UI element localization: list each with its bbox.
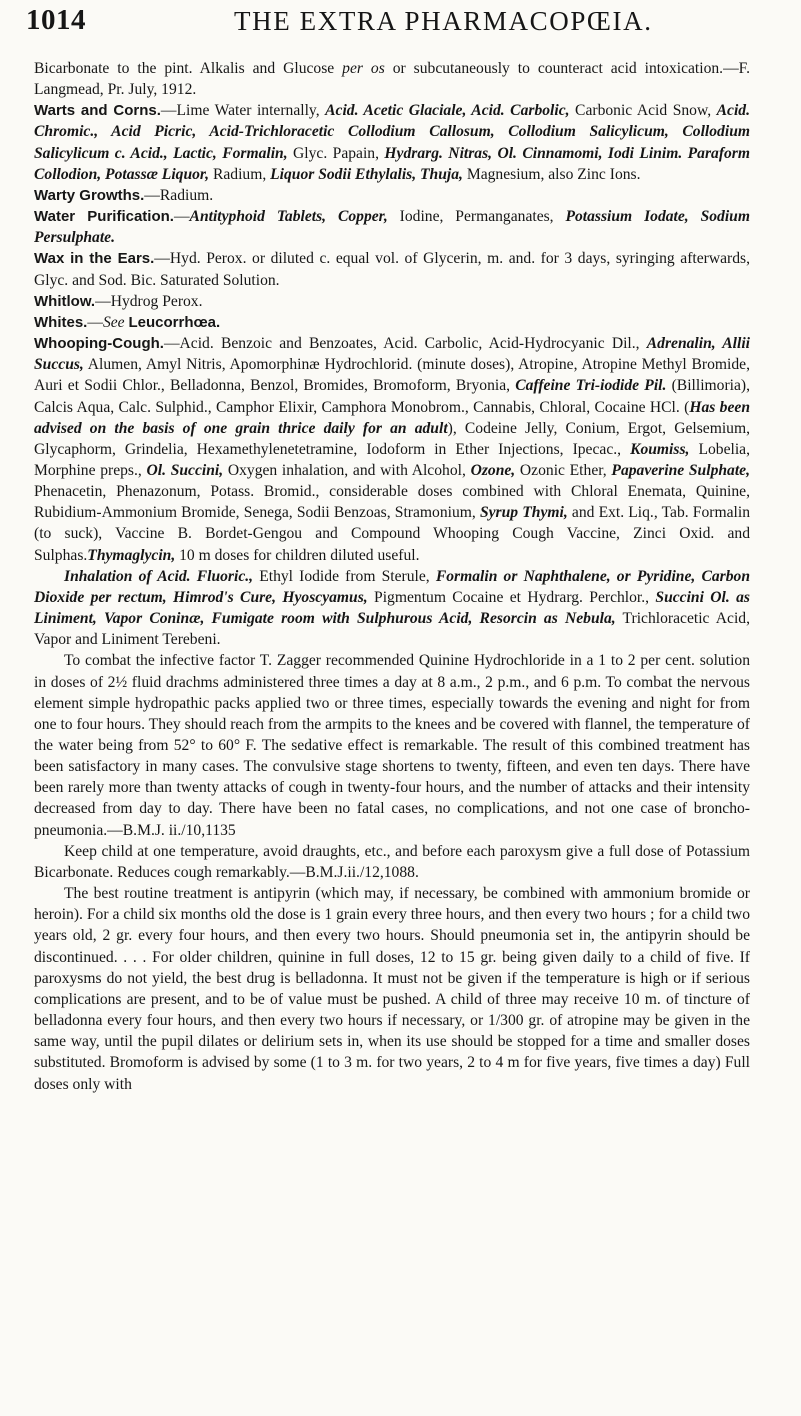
text-run: —Acid. Benzoic and Benzoates, Acid. Carbolic, Acid-Hydrocyanic Dil., (163, 335, 647, 353)
text-run: Acid. Acetic Glaciale, Acid. Carbolic, (325, 102, 570, 120)
text-run: Papaverine Sulphate, (611, 461, 750, 479)
text-run: Magnesium, also Zinc Ions. (462, 165, 641, 183)
entry-heading: Whitlow. (34, 292, 96, 310)
text-run: (Billimoria), Calcis Aqua, Calc. Sulphid., Camphor Elixir, Camphora Monobrom., Cannabis, Chloral, Cocaine HCl. ( (34, 377, 750, 416)
text-run: Glyc. Papain, (287, 144, 385, 162)
text-run: Ozonic Ether, (515, 461, 612, 479)
text-run: The best routine treatment is antipyrin (which may, if necessary, be combined with ammonium bromide or heroin). For a child six months old the dose is 1 grain every three hours, and then every two hours ; for a child two years old, 2 gr. every four hours, and then every two hours. Should pneumonia set in, the antipyrin should be discontinued. . . . For older children, quinine in full doses, 12 to 15 gr. being given daily to a child of five. If paroxysms do not yield, the best drug is belladonna. It must not be given if the temperature is high or if serious complications are present, and to be of value must be pushed. A child of three may receive 10 m. of tincture of belladonna every four hours, and then every two hours if necessary, or 1/300 gr. of atropine may be given in the same way, until the pupil dilates or delirium sets in, when its use should be stopped for a time and smaller doses substituted. Bromoform is advised by some (1 to 3 m. for two years, 2 to 4 m for five years, five times a day) Full doses only with (34, 885, 750, 1093)
text-run: Has been advised on the basis of one grain thrice daily for an adult (34, 398, 750, 437)
paragraph (34, 291, 750, 312)
text-run: Inhalation of Acid. Fluoric., (64, 567, 254, 585)
text-run: Liquor Sodii Ethylalis, Thuja, (270, 165, 463, 183)
page-number: 1014 (26, 4, 86, 36)
paragraph (34, 100, 750, 185)
text-run: Iodine, Permanganates, (387, 208, 566, 226)
text-run: Acid. Chromic., Acid Picric, Acid-Trichloracetic Collodium Callosum, Collodium Salicylicum, Collodium Salicylicum c. Acid., Lactic, Formalin, (34, 102, 750, 162)
entry-heading: Whites. (34, 313, 88, 331)
paragraph (34, 58, 750, 100)
text-run: Bicarbonate to the pint. Alkalis and Glucose (34, 60, 343, 77)
text-run: Antityphoid Tablets, Copper, (189, 208, 388, 226)
entry-heading: Wax in the Ears. (34, 250, 155, 268)
text-run: Trichloracetic Acid, Vapor and Liniment Terebeni. (34, 610, 750, 649)
text-run: Ol. Succini, (146, 461, 224, 479)
paragraph (34, 312, 750, 333)
entry-heading: Leucorrhœa. (128, 313, 221, 331)
page-body (34, 58, 750, 1095)
text-run: Succini Ol. as Liniment, Vapor Coninæ, Fumigate room with Sulphurous Acid, Resorcin as Nebula, (34, 588, 750, 628)
text-run: Hydrarg. Nitras, Ol. Cinnamomi, Iodi Linim. Paraform Collodion, Potassæ Liquor, (34, 144, 751, 183)
text-run: Formalin or Naphthalene, or Pyridine, Carbon Dioxide per rectum, Himrod's Cure, Hyoscyamus, (34, 567, 750, 606)
paragraph (34, 883, 750, 1095)
text-run: Carbonic Acid Snow, (569, 102, 717, 120)
text-run: per os (342, 60, 385, 77)
text-run: —Lime Water internally, (160, 102, 326, 120)
text-run: See (102, 313, 125, 331)
entry-heading: Warty Growths. (34, 186, 145, 204)
paragraph (34, 841, 750, 883)
text-run: —Radium. (144, 186, 214, 204)
text-run: Oxygen inhalation, and with Alcohol, (223, 461, 471, 479)
text-run: — (87, 313, 103, 331)
text-run: Radium, (209, 165, 271, 183)
text-run: — (173, 208, 190, 226)
running-title: THE EXTRA PHARMACOPŒIA. (234, 6, 653, 36)
entry-heading: Whooping-Cough. (34, 335, 164, 353)
text-run: Ozone, (470, 461, 516, 479)
text-run: Pigmentum Cocaine et Hydrarg. Perchlor., (367, 588, 656, 606)
page-header (26, 4, 771, 48)
text-run: and Ext. Liq., Tab. Formalin (to suck), Vaccine B. Bordet-Gengou and Compound Whooping Cough Vaccine, Zinci Oxid. and Sulphas. (34, 504, 750, 564)
paragraph (34, 650, 750, 840)
text-run: Syrup Thymi, (479, 504, 568, 522)
paragraph (34, 566, 750, 651)
text-run: To combat the infective factor T. Zagger recommended Quinine Hydrochloride in a 1 to 2 per cent. solution in doses of 2½ fluid drachms administered three times a day at 8 a.m., 2 p.m., and 6 p.m. To combat the nervous element simple hydropathic packs applied two or three times, especially towards the evening and night for from one to four hours. They should reach from the armpits to the knees and be covered with flannel, the temperature of the water being from 52° to 60° F. The sedative effect is remarkable. The result of this combined treatment has been satisfactory in many cases. The convulsive stage shortens to twenty, fifteen, and even ten days. There have been rarely more than twenty attacks of cough in twenty-four hours, and the number of attacks and their intensity decreased from day to day. There have been no fatal cases, no complications, and not one case of broncho-pneumonia.—B.M.J. ii./10,1135 (34, 652, 750, 839)
text-run: Potassium Iodate, Sodium Persulphate. (34, 208, 750, 247)
text-run: Thymaglycin, (87, 546, 176, 564)
entry-heading: Warts and Corns. (34, 102, 161, 120)
text-run: Adrenalin, Allii Succus, (34, 335, 750, 374)
text-run: Caffeine Tri-iodide Pil. (515, 377, 667, 395)
text-run: —Hydrog Perox. (95, 292, 203, 310)
text-run: —Hyd. Perox. or diluted c. equal vol. of Glycerin, m. and. for 3 days, syringing afterwards, Glyc. and Sod. Bic. Saturated Solution. (34, 250, 750, 289)
text-run: Koumiss, (630, 440, 690, 458)
paragraph (34, 248, 750, 290)
text-run: ), Codeine Jelly, Conium, Ergot, Gelsemium, Glycaphorm, Grindelia, Hexamethylenetetramine, Iodoform in Ether Injections, Ipecac., (34, 419, 750, 458)
text-run: Ethyl Iodide from Sterule, (253, 567, 436, 585)
text-run: Lobelia, Morphine preps., (34, 440, 750, 479)
entry-heading: Water Purification. (34, 208, 174, 226)
text-run: Keep child at one temperature, avoid draughts, etc., and before each paroxysm give a full dose of Potassium Bicarbonate. Reduces cough remarkably.—B.M.J.ii./12,1088. (34, 842, 750, 881)
paragraph (34, 333, 750, 566)
text-run: Alumen, Amyl Nitris, Apomorphinæ Hydrochlorid. (minute doses), Atropine, Atropine Methyl Bromide, Auri et Sodii Chlor., Belladonna, Benzol, Bromides, Bromoform, Bryonia, (34, 356, 750, 395)
text-run: Phenacetin, Phenazonum, Potass. Bromid., considerable doses combined with Chloral Enemata, Quinine, Rubidium-Ammonium Bromide, Senega, Sodii Benzoas, Stramonium, (34, 483, 750, 522)
text-run: or subcutaneously to counteract acid intoxication.—F. Langmead, Pr. July, 1912. (34, 60, 750, 99)
paragraph (34, 185, 750, 206)
paragraph (34, 206, 750, 248)
text-run: 10 m doses for children diluted useful. (175, 546, 420, 564)
